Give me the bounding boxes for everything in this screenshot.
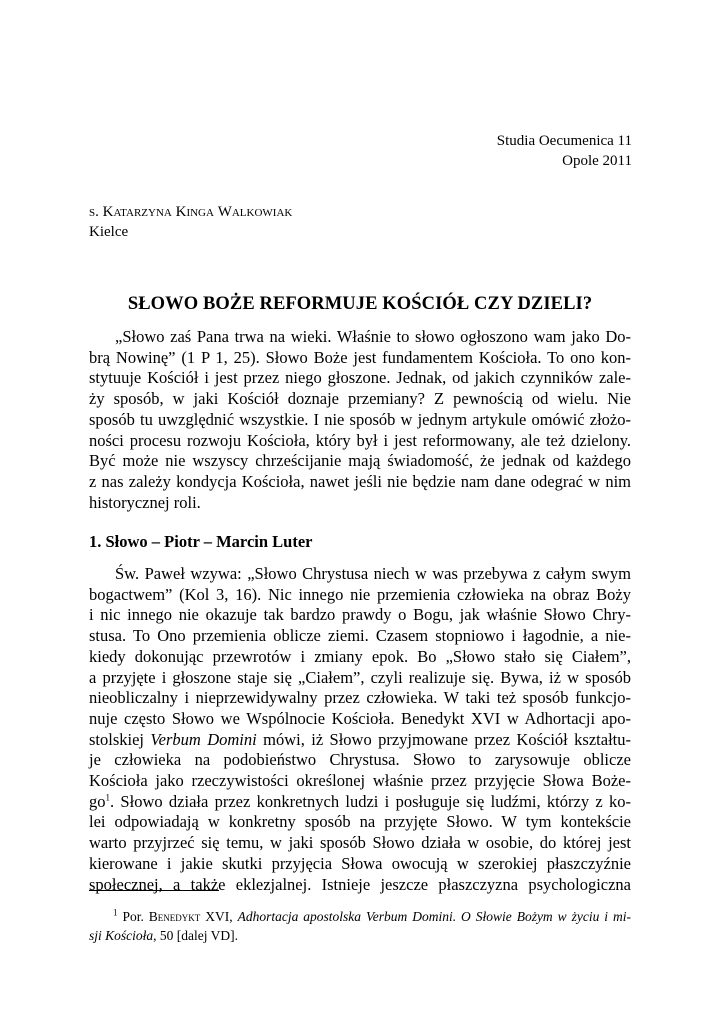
text-line: bogactwem” (Kol 3, 16). Nic innego nie przemienia człowieka na obraz Boży xyxy=(89,584,631,604)
section-heading: 1. Słowo – Piotr – Marcin Luter xyxy=(89,532,313,551)
text-line: i nic innego nie okazuje tak bardzo prawdy o Bogu, jak właśnie Słowo Chry- xyxy=(89,605,631,625)
text-line: nieobliczalny i nieprzewidywalny przez człowieka. W taki też sposób funkcjo- xyxy=(89,688,631,708)
text-segment: stolskiej xyxy=(89,729,151,749)
text-line: sposób tu uwzględnić wszystkie. I nie sposób w jednym artykule omówić złożo- xyxy=(89,409,631,429)
text-line: historycznej roli. xyxy=(89,492,201,512)
text-line: „Słowo zaś Pana trwa na wieki. Właśnie to słowo ogłoszono wam jako Do- xyxy=(115,327,631,346)
author-name xyxy=(89,202,292,222)
footnote-text: , 50 [dalej VD]. xyxy=(153,928,238,943)
text-segment: . Słowo działa przez konkretnych ludzi i posługuje się ludźmi, którzy z ko- xyxy=(110,791,631,811)
text-line: ności procesu rozwoju Kościoła, który był i jest reformowany, ale też dzielony. xyxy=(89,430,631,450)
text-line: społecznej, a także eklezjalnej. Istnieje jeszcze płaszczyzna psychologiczna xyxy=(89,874,631,894)
text-line: kierowane i jakie skutki przyjęcia Słowa owocują w szerokiej płaszczyźnie xyxy=(89,853,631,873)
text-line: nuje często Słowo we Wspólnocie Kościoła. Benedykt XVI w Adhortacji apo- xyxy=(89,708,631,728)
text-line: lei odpowiadają w konkretny sposób na przyjęte Słowo. W tym kontekście xyxy=(89,812,631,832)
text-segment: go xyxy=(89,791,106,811)
text-line: a przyjęte i głoszone staje się „Ciałem”, czyli realizuje się. Bywa, iż w sposób xyxy=(89,667,631,687)
text-line: warto przyjrzeć się temu, w jaki sposób Słowo działa w osobie, do której jest xyxy=(89,833,631,853)
text-segment: mówi, iż Słowo przyjmowane przez Kościół kształtu- xyxy=(256,729,631,749)
article-title: SŁOWO BOŻE REFORMUJE KOŚCIÓŁ CZY DZIELI? xyxy=(127,294,593,314)
text-line: stusa. To Ono przemienia oblicze ziemi. Czasem stopniowo i łagodnie, a nie- xyxy=(89,626,631,646)
text-line: Być może nie wszyscy chrześcijanie mają świadomość, że jednak od każdego xyxy=(89,451,631,471)
footnote-title: sji Kościoła xyxy=(89,928,154,943)
journal-header xyxy=(497,131,632,171)
document-title-italic: Verbum Domini xyxy=(150,729,257,749)
text-line: Św. Paweł wzywa: „Słowo Chrystusa niech w was przebywa z całym swym xyxy=(115,564,631,583)
author-second-name: Kinga xyxy=(175,204,214,220)
text-line: stytuuje Kościół i jest przez niego głoszone. Jednak, od jakich czynników zale- xyxy=(89,368,631,388)
author-block xyxy=(89,202,292,242)
section1-paragraph xyxy=(89,564,631,895)
text-line: je człowieka na podobieństwo Chrystusa. Słowo to zarysowuje oblicze xyxy=(89,750,631,770)
footnote-separator xyxy=(89,890,219,891)
footnote xyxy=(89,907,631,945)
footnote-text: XVI, xyxy=(200,909,238,924)
footnote-reference[interactable]: 1 xyxy=(105,792,110,803)
footnote-line xyxy=(89,907,631,926)
journal-place-year: Opole 2011 xyxy=(562,153,632,169)
text-line: ży sposób, w jaki Kościół doznaje przemiany? Z pewnością od wielu. Nie xyxy=(89,389,631,409)
footnote-title: Adhortacja apostolska Verbum Domini. O Słowie Bożym w życiu i mi- xyxy=(237,909,631,924)
text-line: kiedy dokonując przewrotów i zmiany epok. Bo „Słowo stało się Ciałem”, xyxy=(89,646,631,666)
author-city: Kielce xyxy=(89,224,129,240)
author-prefix: s. xyxy=(89,204,99,220)
author-surname: Walkowiak xyxy=(217,204,293,220)
footnote-number: 1 xyxy=(113,907,118,918)
footnote-line xyxy=(89,926,631,945)
intro-paragraph xyxy=(89,327,631,513)
text-line: brą Nowinę” (1 P 1, 25). Słowo Boże jest fundamentem Kościoła. To ono kon- xyxy=(89,347,631,367)
footnote-text: Por. xyxy=(117,909,149,924)
author-first-name: Katarzyna xyxy=(102,204,172,220)
text-line: Kościoła jako rzeczywistości określonej właśnie przez przyjęcie Słowa Boże- xyxy=(89,771,631,791)
text-line xyxy=(89,792,631,813)
text-line: z nas zależy kondycja Kościoła, nawet jeśli nie będzie nam dane odegrać w nim xyxy=(89,471,631,491)
text-line xyxy=(89,730,631,751)
journal-name: Studia Oecumenica 11 xyxy=(496,133,632,149)
footnote-author: Benedykt xyxy=(148,909,201,924)
